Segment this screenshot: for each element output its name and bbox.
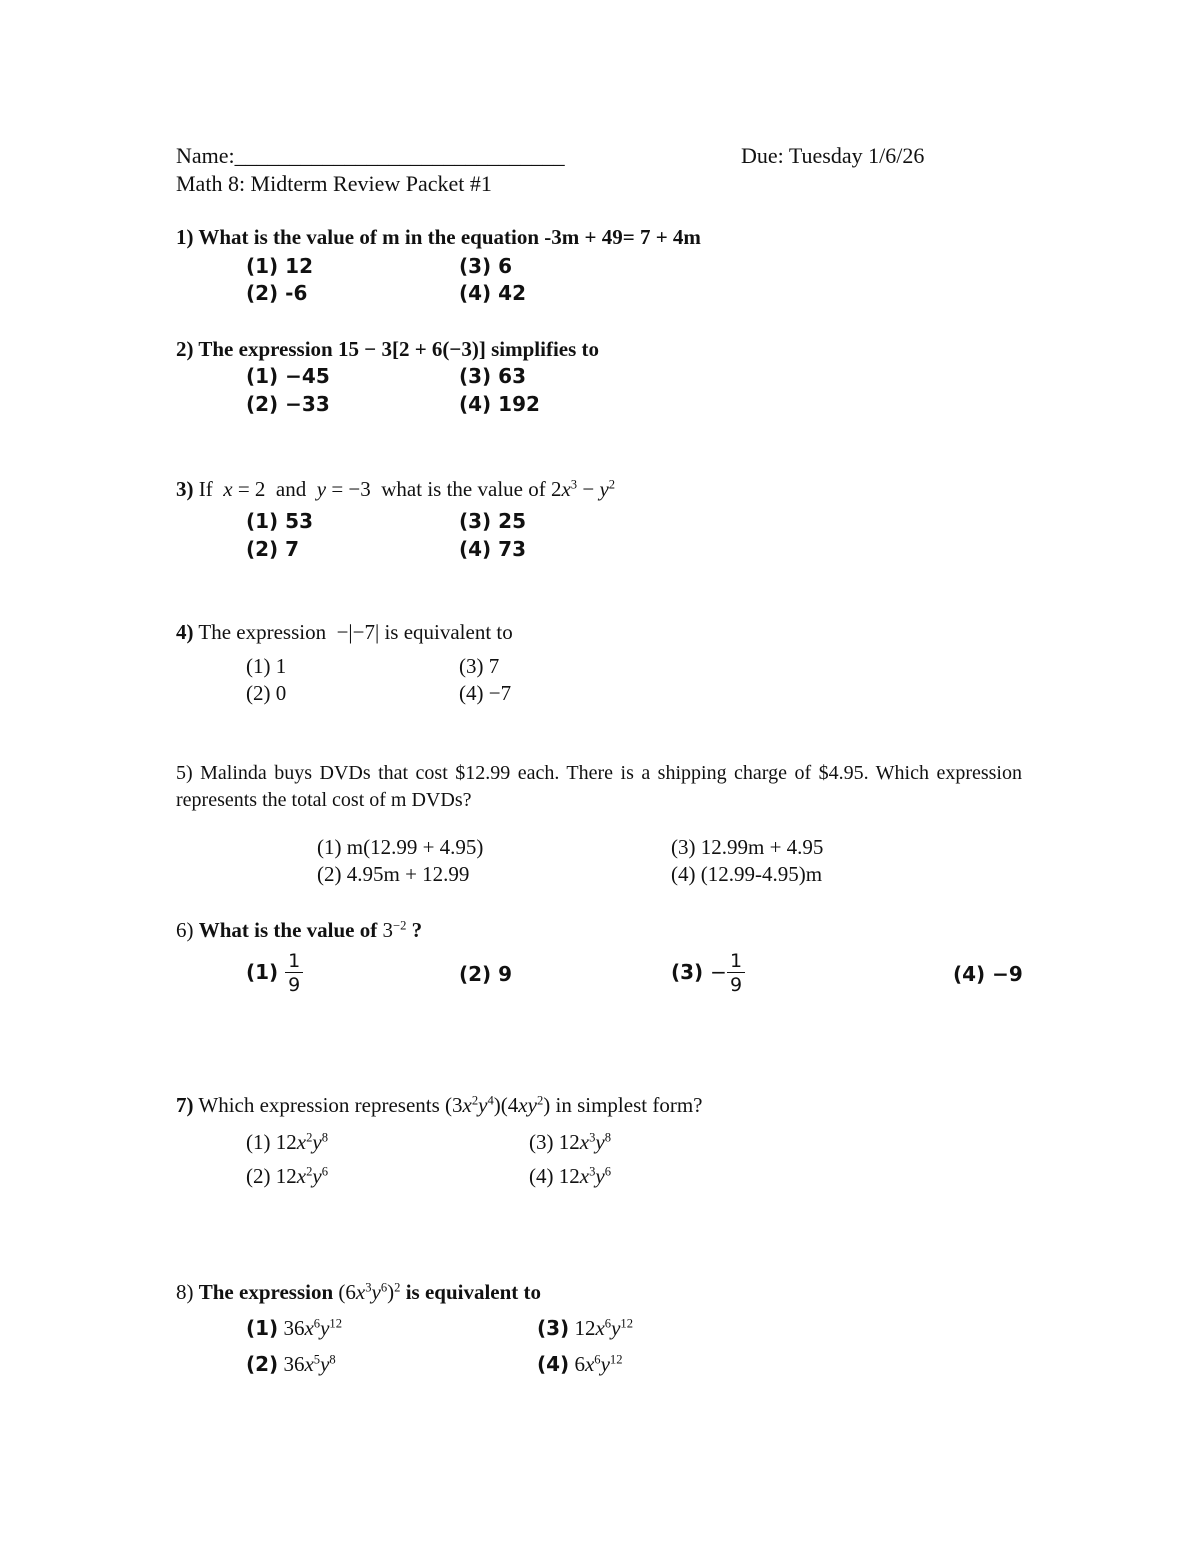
question-5: 5) Malinda buys DVDs that cost $12.99 each. There is a shipping charge of $4.95. Which expression represents the total cost of m DVDs? [176, 762, 1022, 811]
q7-expression: $(3x^2y^4)(4xy^2)$ [445, 1093, 551, 1117]
q2-option-2: (2) −33 [246, 392, 330, 416]
q5-option-4: (4) (12.99-4.95)m [671, 862, 823, 886]
q6-fraction-1: $\frac{1}{9}$ [285, 950, 303, 997]
q4-number: 4) [176, 620, 194, 644]
q6-fraction-3: $\frac{1}{9}$ [727, 950, 745, 997]
q8-option-1: (1) $36x^6y^{12}$ [246, 1316, 342, 1340]
q3-option-3: (3) 25 [459, 509, 526, 533]
packet-title: Math 8: Midterm Review Packet #1 [176, 171, 492, 196]
q8-expression: $(6x^3y^6)^2$ [338, 1280, 401, 1304]
q3-expression: $2x^3 - y^2$ [550, 477, 616, 501]
q1-option-1: (1) 12 [246, 254, 313, 278]
question-2: 2) The expression 15 − 3[2 + 6(−3)] simplifies to [176, 337, 600, 361]
q6-option-2: (2) 9 [459, 962, 513, 986]
q8-option-4: (4) $6x^6y^{12}$ [537, 1352, 623, 1376]
q2-option-1: (1) −45 [246, 364, 330, 388]
question-6: 6) What is the value of $3^{-2}$ ? [176, 918, 423, 942]
q3-option-2: (2) 7 [246, 537, 300, 561]
q7-option-2: (2) $12x^2y^6$ [246, 1164, 328, 1188]
q3-number: 3) [176, 477, 194, 501]
q6-option-4: (4) −9 [953, 962, 1023, 986]
q6-expression: $3^{-2}$ [382, 918, 407, 942]
due-date: Due: Tuesday 1/6/26 [741, 143, 925, 168]
q6-option-3: (3) − $\frac{1}{9}$ [671, 950, 745, 997]
question-1: 1) What is the value of m in the equation -3m + 49= 7 + 4m [176, 225, 701, 249]
q7-option-3: (3) $12x^3y^8$ [529, 1130, 611, 1154]
question-4: 4) The expression −|−7| is equivalent to [176, 620, 513, 644]
q4-option-3: (3) 7 [459, 654, 500, 678]
q4-option-2: (2) 0 [246, 681, 287, 705]
q7-number: 7) [176, 1093, 194, 1117]
q4-expression: −|−7| [336, 620, 380, 644]
question-3: 3) If x = 2 and y = −3 what is the value of $2x^3 - y^2$ [176, 477, 616, 501]
q5-option-2: (2) 4.95m + 12.99 [317, 862, 470, 886]
question-8: 8) The expression $(6x^3y^6)^2$ is equivalent to [176, 1280, 542, 1304]
q4-option-4: (4) −7 [459, 681, 512, 705]
q5-option-1: (1) m(12.99 + 4.95) [317, 835, 484, 859]
q1-option-3: (3) 6 [459, 254, 513, 278]
q8-option-3: (3) $12x^6y^{12}$ [537, 1316, 633, 1340]
q6-option-1: (1) $\frac{1}{9}$ [246, 950, 303, 997]
q7-option-1: (1) $12x^2y^8$ [246, 1130, 328, 1154]
q8-number: 8) [176, 1280, 194, 1304]
q8-option-2: (2) $36x^5y^8$ [246, 1352, 336, 1376]
q1-option-4: (4) 42 [459, 281, 526, 305]
question-7: 7) Which expression represents $(3x^2y^4)(4xy^2)$ in simplest form? [176, 1093, 703, 1117]
q3-option-4: (4) 73 [459, 537, 526, 561]
q2-option-4: (4) 192 [459, 392, 540, 416]
q4-option-1: (1) 1 [246, 654, 287, 678]
q1-option-2: (2) -6 [246, 281, 308, 305]
q5-option-3: (3) 12.99m + 4.95 [671, 835, 824, 859]
q7-option-4: (4) $12x^3y^6$ [529, 1164, 611, 1188]
q6-number: 6) [176, 918, 194, 942]
q2-option-3: (3) 63 [459, 364, 526, 388]
q3-option-1: (1) 53 [246, 509, 313, 533]
name-field-label: Name:______________________________ [176, 143, 565, 168]
